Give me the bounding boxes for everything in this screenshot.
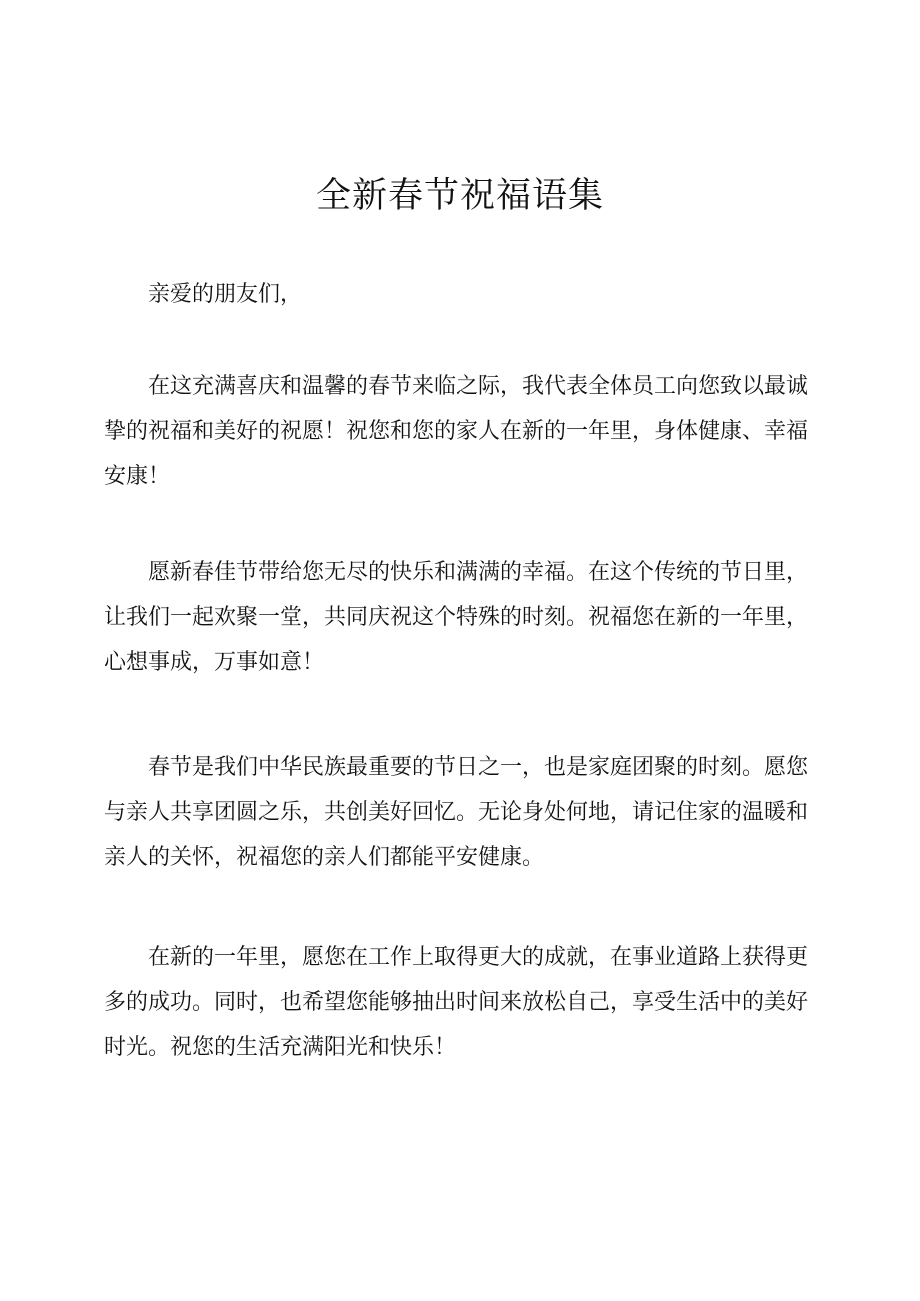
- paragraph-3: 春节是我们中华民族最重要的节日之一，也是家庭团聚的时刻。愿您与亲人共享团圆之乐，共创美好回忆。无论身处何地，请记住家的温暖和亲人的关怀，祝福您的亲人们都能平安健康。: [104, 755, 809, 870]
- document-title: 全新春节祝福语集: [315, 176, 604, 216]
- paragraph-4: 在新的一年里，愿您在工作上取得更大的成就，在事业道路上获得更多的成功。同时，也希望您能够抽出时间来放松自己，享受生活中的美好时光。祝您的生活充满阳光和快乐！: [104, 945, 809, 1060]
- paragraph-1: 在这充满喜庆和温馨的春节来临之际，我代表全体员工向您致以最诚挚的祝福和美好的祝愿！祝您和您的家人在新的一年里，身体健康、幸福安康！: [104, 374, 809, 489]
- greeting: 亲爱的朋友们，: [148, 282, 303, 307]
- paragraph-2: 愿新春佳节带给您无尽的快乐和满满的幸福。在这个传统的节日里，让我们一起欢聚一堂，共同庆祝这个特殊的时刻。祝福您在新的一年里，心想事成，万事如意！: [104, 560, 809, 675]
